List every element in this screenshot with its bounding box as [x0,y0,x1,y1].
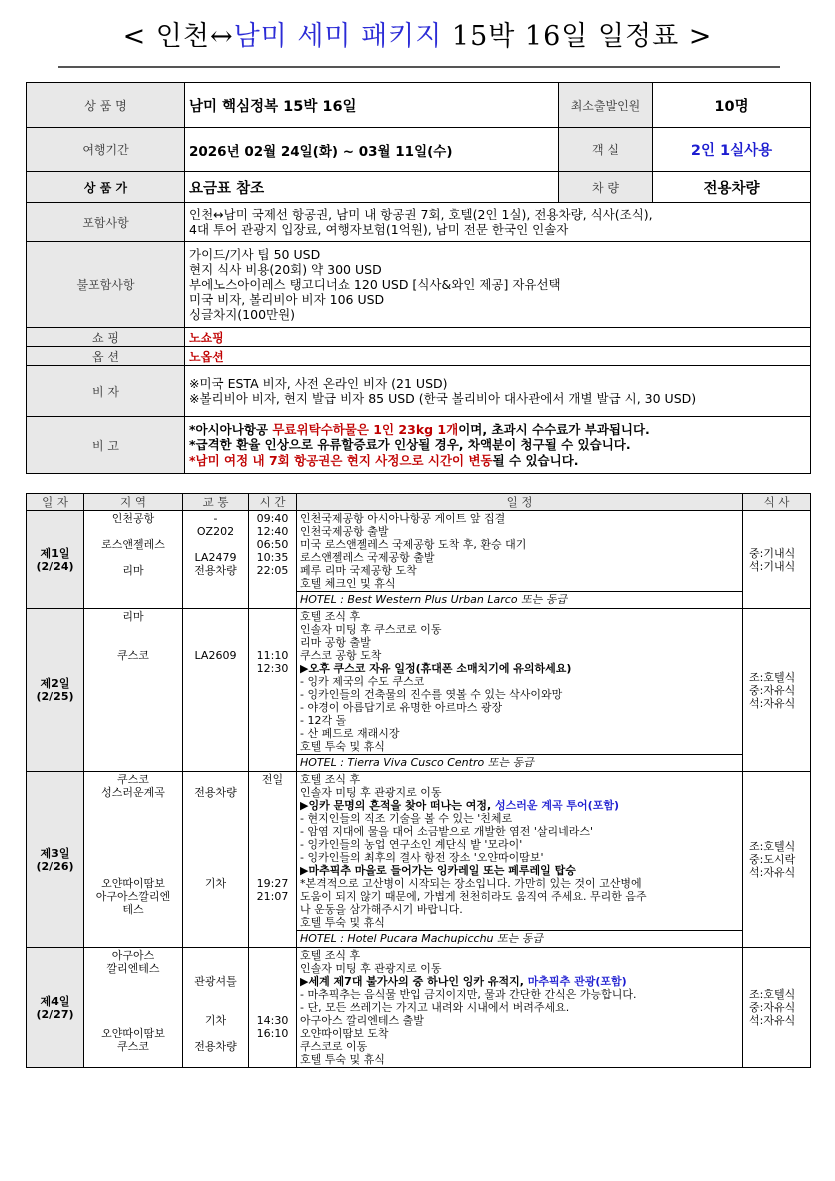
transport-line [186,610,245,623]
period-label: 여행기간 [27,128,185,172]
included-item: 인천↔남미 국제선 항공권, 남미 내 항공권 7회, 호텔(2인 1실), 전용차량, 식사(조식), [189,207,653,222]
region-line: 아구아스 [111,949,155,962]
region-line: 쿠스코 [117,649,149,662]
region-cell [84,772,183,948]
col-header-day: 일 자 [27,494,84,511]
meal-line: 조:호텔식 [749,670,796,684]
time-line [252,962,293,975]
transport-cell [183,609,249,772]
time-line [252,825,293,838]
time-line [252,636,293,649]
transport-line: LA2479 [194,551,237,564]
day-cell [27,609,84,772]
time-cell [249,511,297,609]
meal-line: 중:자유식 [749,1001,796,1014]
time-line: 11:10 [256,649,289,662]
itinerary-line: ▶마추픽추 마을로 들어가는 잉카레일 또는 페루레일 탑승 [300,864,576,877]
visa-list [185,366,811,417]
time-line: 21:07 [256,890,289,903]
price-label: 상 품 가 [27,172,185,203]
transport-line [186,988,245,1001]
time-line [252,623,293,636]
itinerary-cell [297,511,743,609]
transport-line [186,773,245,786]
meal-cell [743,609,811,772]
transport-line [186,851,245,864]
room-value: 2인 1실사용 [653,128,811,172]
day-cell [27,511,84,609]
itinerary-line: 인천국제공항 아시아나항공 게이트 앞 집결 [300,512,506,525]
time-line: 10:35 [256,551,289,564]
transport-line: 기차 [204,877,227,890]
region-line [87,851,179,864]
region-line: 성스러운계곡 [101,786,165,799]
meal-line: 석:기내식 [749,559,796,573]
shopping-value: 노쇼핑 [185,328,811,347]
meal-line: 조:호텔식 [749,988,796,1001]
time-cell [249,948,297,1068]
region-line [87,988,179,1001]
time-cell [249,772,297,948]
transport-line: 관광셔틀 [194,975,237,988]
meal-line: 조:호텔식 [749,840,796,853]
region-line [87,864,179,877]
transport-line [186,799,245,812]
itinerary-line: - 현지인들의 직조 기술을 볼 수 있는 '친체로 [300,812,513,825]
price-value: 요금표 참조 [185,172,559,203]
time-line [252,851,293,864]
included-label: 포함사항 [27,203,185,242]
note-flight-time: *남미 여정 내 7회 항공권은 현지 사정으로 시간이 변동될 수 있습니다. [189,452,579,468]
transport-line: 전용차량 [194,1040,237,1053]
region-line: 인천공항 [111,512,155,525]
transport-line: 기차 [204,1014,227,1027]
included-item: 4대 투어 관광지 입장료, 여행자보험(1억원), 남미 전문 한국인 인솔자 [189,222,569,237]
meal-line: 중:도시락 [749,853,796,866]
transport-cell [183,772,249,948]
transport-line [186,623,245,636]
region-line [87,799,179,812]
visa-label: 비 자 [27,366,185,417]
itinerary-line: 호텔 조식 후 [300,949,361,962]
day-label: 제2일 [40,677,70,690]
time-cell [249,609,297,772]
region-line: 오얀따이땀보 [101,877,165,890]
itinerary-line: 호텔 조식 후 [300,773,361,786]
time-line [252,949,293,962]
meal-line: 석:자유식 [749,866,796,879]
time-line [252,610,293,623]
transport-line [186,538,245,551]
transport-line: OZ202 [196,525,235,538]
time-line [252,786,293,799]
day-label: 제3일 [40,846,70,860]
meal-line: 석:자유식 [749,1014,796,1027]
excluded-item: 싱글차지(100만원) [189,307,296,322]
visa-item: ※미국 ESTA 비자, 사전 온라인 비자 (21 USD) [189,376,448,391]
itinerary-line: *본격적으로 고산병이 시작되는 장소입니다. 가만히 있는 것이 고산병에 [300,877,642,890]
region-line: 쿠스코 [117,773,149,786]
time-line: 09:40 [256,512,289,525]
transport-line: - [213,512,218,525]
min-people-label: 최소출발인원 [559,83,653,128]
transport-line [186,825,245,838]
hotel-line: HOTEL : Hotel Pucara Machupicchu 또는 동급 [297,930,742,946]
region-line: 깔리엔테스 [106,962,160,975]
note-baggage: *아시아나항공 무료위탁수하물은 1인 23kg 1개이며, 초과시 수수료가 부과됩니다. [189,421,650,437]
itinerary-line: ▶세계 제7대 불가사의 중 하나인 잉카 유적지, 마추픽추 관광(포함) [300,975,627,988]
region-cell [84,948,183,1068]
note-exchange: *급격한 환율 인상으로 유류할증료가 인상될 경우, 차액분이 청구될 수 있습니다. [189,437,631,453]
hotel-line: HOTEL : Best Western Plus Urban Larco 또는 동급 [297,591,742,607]
transport-line [186,636,245,649]
vehicle-value: 전용차량 [653,172,811,203]
itinerary-line: - 야경이 아름답기로 유명한 아르마스 광장 [300,701,503,714]
col-header-region: 지 역 [84,494,183,511]
excluded-list [185,242,811,328]
time-line: 22:05 [256,564,289,577]
day-row [27,609,811,772]
meal-cell [743,511,811,609]
highlight-text: 성스러운 계곡 투어(포함) [495,799,619,812]
region-cell [84,609,183,772]
itinerary-cell [297,772,743,948]
day-date: (2/27) [36,1007,74,1021]
region-line: 리마 [122,610,144,623]
meal-line: 석:자유식 [749,696,796,710]
visa-item: ※볼리비아 비자, 현지 발급 비자 85 USD (한국 볼리비아 대사관에서 개별 발급 시, 30 USD) [189,391,697,406]
region-line: 오얀따이땀보 [101,1027,165,1040]
time-line [252,975,293,988]
transport-line [186,949,245,962]
period-value: 2026년 02월 24일(화) ~ 03월 11일(수) [185,128,559,172]
itinerary-line: 호텔 체크인 및 휴식 [300,577,396,590]
min-people-value: 10명 [653,83,811,128]
itinerary-cell [297,948,743,1068]
itinerary-cell [297,609,743,772]
transport-line: LA2609 [194,649,237,662]
itinerary-line: - 마추픽추는 음식물 반입 금지이지만, 물과 간단한 간식은 가능합니다. [300,988,637,1001]
col-header-meal: 식 사 [743,494,811,511]
itinerary-line: 호텔 조식 후 [300,610,361,623]
itinerary-line: ▶오후 쿠스코 자유 일정(휴대폰 소매치기에 유의하세요) [300,662,572,675]
excluded-item: 부에노스아이레스 탱고디너쇼 120 USD [식사&와인 제공] 자유선택 [189,277,561,292]
itinerary-line: 로스앤젤레스 국제공항 출발 [300,551,435,564]
itinerary-line: 오얀따이땀보 도착 [300,1027,389,1040]
notes-label: 비 고 [27,417,185,474]
itinerary-line: 호텔 투숙 및 휴식 [300,1053,385,1066]
time-line [252,988,293,1001]
time-line: 14:30 [256,1014,289,1027]
option-label: 옵 션 [27,347,185,366]
shopping-label: 쇼 핑 [27,328,185,347]
product-name-label: 상 품 명 [27,83,185,128]
region-line: 테스 [122,903,144,916]
day-date: (2/26) [36,859,74,873]
region-line: 쿠스코 [117,1040,149,1053]
time-line [252,864,293,877]
region-line [87,825,179,838]
hotel-line: HOTEL : Tierra Viva Cusco Centro 또는 동급 [297,754,742,770]
region-line [87,838,179,851]
day-date: (2/24) [36,559,74,573]
transport-line [186,1001,245,1014]
region-line: 리마 [122,564,144,577]
itinerary-line: 쿠스코로 이동 [300,1040,368,1053]
time-line [252,1001,293,1014]
itinerary-line: 인솔자 미팅 후 관광지로 이동 [300,786,442,799]
transport-line [186,864,245,877]
time-line: 16:10 [256,1027,289,1040]
itinerary-line: 리마 공항 출발 [300,636,371,649]
itinerary-line: - 12각 돌 [300,714,347,727]
region-line [87,1001,179,1014]
region-line: 로스앤젤레스 [101,538,165,551]
time-line [252,799,293,812]
itinerary-line: ▶잉카 문명의 흔적을 찾아 떠나는 여정, 성스러운 계곡 투어(포함) [300,799,619,812]
product-name: 남미 핵심정복 15박 16일 [185,83,559,128]
transport-line [186,838,245,851]
transport-line [186,812,245,825]
itinerary-line: - 잉카 제국의 수도 쿠스코 [300,675,425,688]
itinerary-line: 쿠스코 공항 도착 [300,649,382,662]
col-header-transport: 교 통 [183,494,249,511]
excluded-item: 미국 비자, 볼리비아 비자 106 USD [189,292,385,307]
transport-cell [183,511,249,609]
day-row [27,511,811,609]
meal-cell [743,948,811,1068]
time-line: 12:30 [256,662,289,675]
itinerary-line: - 잉카인들의 농업 연구소인 계단식 밭 '모라이' [300,838,523,851]
time-line [252,812,293,825]
meal-line: 중:기내식 [749,546,796,560]
itinerary-line: 호텔 투숙 및 휴식 [300,916,385,929]
time-line: 전일 [261,773,284,786]
day-cell [27,948,84,1068]
time-line: 12:40 [256,525,289,538]
region-line [87,525,179,538]
region-line [87,551,179,564]
region-line [87,1014,179,1027]
info-table [26,82,811,474]
transport-line [186,962,245,975]
transport-line: 전용차량 [194,564,237,577]
day-cell [27,772,84,948]
itinerary-line: - 산 페드로 재래시장 [300,727,400,740]
room-label: 객 실 [559,128,653,172]
itinerary-line: 페루 리마 국제공항 도착 [300,564,417,577]
highlight-text: 마추픽추 관광(포함) [527,975,627,988]
itinerary-line: 인솔자 미팅 후 쿠스코로 이동 [300,623,442,636]
time-line: 06:50 [256,538,289,551]
schedule-table [26,493,811,1068]
region-line [87,636,179,649]
day-label: 제4일 [40,994,70,1008]
itinerary-line: - 잉카인들의 건축물의 진수를 엿볼 수 있는 삭사이와망 [300,688,563,701]
day-date: (2/25) [36,690,74,703]
col-header-itinerary: 일 정 [297,494,743,511]
time-line [252,838,293,851]
itinerary-line: 호텔 투숙 및 휴식 [300,740,385,753]
excluded-label: 불포함사항 [27,242,185,328]
itinerary-line: 나 운동을 삼가해주시기 바랍니다. [300,903,463,916]
region-line [87,623,179,636]
included-list [185,203,811,242]
region-line: 아구아스깔리엔 [95,890,171,903]
transport-cell [183,948,249,1068]
region-line [87,812,179,825]
itinerary-line: 아구아스 깔리엔테스 출발 [300,1014,424,1027]
region-line [87,975,179,988]
itinerary-line: 미국 로스앤젤레스 국제공항 도착 후, 환승 대기 [300,538,527,551]
day-label: 제1일 [40,546,70,560]
day-row [27,772,811,948]
page-title: < 인천↔남미 세미 패키지 15박 16일 일정표 > [122,21,713,52]
option-value: 노옵션 [185,347,811,366]
meal-cell [743,772,811,948]
itinerary-line: 도움이 되지 않기 때문에, 가볍게 천천히라도 움직여 주세요. 무리한 음주 [300,890,647,903]
region-cell [84,511,183,609]
itinerary-line: - 단, 모든 쓰레기는 가지고 내려와 시내에서 버려주세요. [300,1001,570,1014]
itinerary-line: 인솔자 미팅 후 관광지로 이동 [300,962,442,975]
vehicle-label: 차 량 [559,172,653,203]
itinerary-line: - 잉카인들의 최후의 결사 항전 장소 '오얀따이땀보' [300,851,544,864]
day-row [27,948,811,1068]
notes [185,417,811,474]
excluded-item: 가이드/기사 팁 50 USD [189,247,321,262]
meal-line: 중:자유식 [749,683,796,697]
time-line: 19:27 [256,877,289,890]
title-underline [58,66,780,68]
col-header-time: 시 간 [249,494,297,511]
transport-line: 전용차량 [194,786,237,799]
itinerary-line: 인천국제공항 출발 [300,525,389,538]
excluded-item: 현지 식사 비용(20회) 약 300 USD [189,262,382,277]
transport-line [186,1027,245,1040]
itinerary-line: - 암염 지대에 물을 대어 소금밭으로 개발한 염전 '살리네라스' [300,825,594,838]
